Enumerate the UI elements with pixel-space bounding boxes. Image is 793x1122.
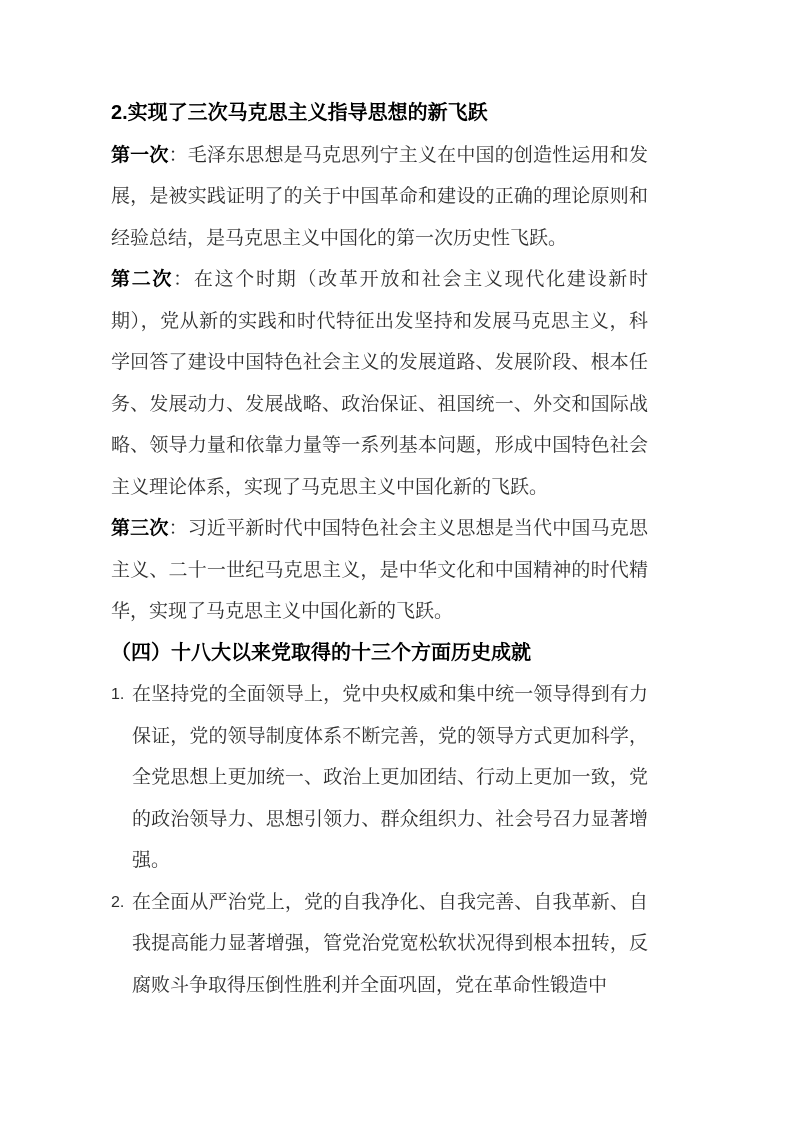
paragraph-lead-label: 第三次 xyxy=(111,518,169,539)
paragraph-first-leap xyxy=(111,135,648,260)
lead-colon: ： xyxy=(168,518,188,539)
paragraph-lead-label: 第二次 xyxy=(111,269,174,290)
paragraph-text: 在这个时期（改革开放和社会主义现代化建设新时期），党从新的实践和时代特征出发坚持和发展马克思主义，科学回答了建设中国特色社会主义的发展道路、发展阶段、根本任务、发展动力、发展战略、政治保证、祖国统一、外交和国际战略、领导力量和依靠力量等一系列基本问题，形成中国特色社会主义理论体系，实现了马克思主义中国化新的飞跃。 xyxy=(111,269,648,498)
list-item-number: 1. xyxy=(111,686,125,703)
document-content xyxy=(111,93,648,1006)
paragraph-text: 毛泽东思想是马克思列宁主义在中国的创造性运用和发展，是被实践证明了的关于中国革命和建设的正确的理论原则和经验总结，是马克思主义中国化的第一次历史性飞跃。 xyxy=(111,144,648,249)
subsection-heading: （四）十八大以来党取得的十三个方面历史成就 xyxy=(111,641,531,664)
paragraph-third-leap xyxy=(111,508,648,633)
list-item xyxy=(111,674,648,882)
section-heading: 2.实现了三次马克思主义指导思想的新飞跃 xyxy=(111,102,488,124)
paragraph-text: 习近平新时代中国特色社会主义思想是当代中国马克思主义、二十一世纪马克思主义，是中华文化和中国精神的时代精华，实现了马克思主义中国化新的飞跃。 xyxy=(111,518,648,622)
paragraph-lead-label: 第一次 xyxy=(111,144,169,166)
list-item xyxy=(111,882,648,1007)
list-item-text: 在全面从严治党上，党的自我净化、自我完善、自我革新、自我提高能力显著增强，管党治党宽松软状况得到根本扭转，反腐败斗争取得压倒性胜利并全面巩固，党在革命性锻造中 xyxy=(132,891,648,996)
list-item-number: 2. xyxy=(111,893,125,911)
paragraph-second-leap xyxy=(111,259,648,508)
lead-colon: ： xyxy=(173,269,194,290)
lead-colon: ： xyxy=(168,144,188,166)
list-item-text: 在坚持党的全面领导上，党中央权威和集中统一领导得到有力保证，党的领导制度体系不断完善，党的领导方式更加科学，全党思想上更加统一、政治上更加团结、行动上更加一致，党的政治领导力、思想引领力、群众组织力、社会号召力显著增强。 xyxy=(132,684,648,871)
